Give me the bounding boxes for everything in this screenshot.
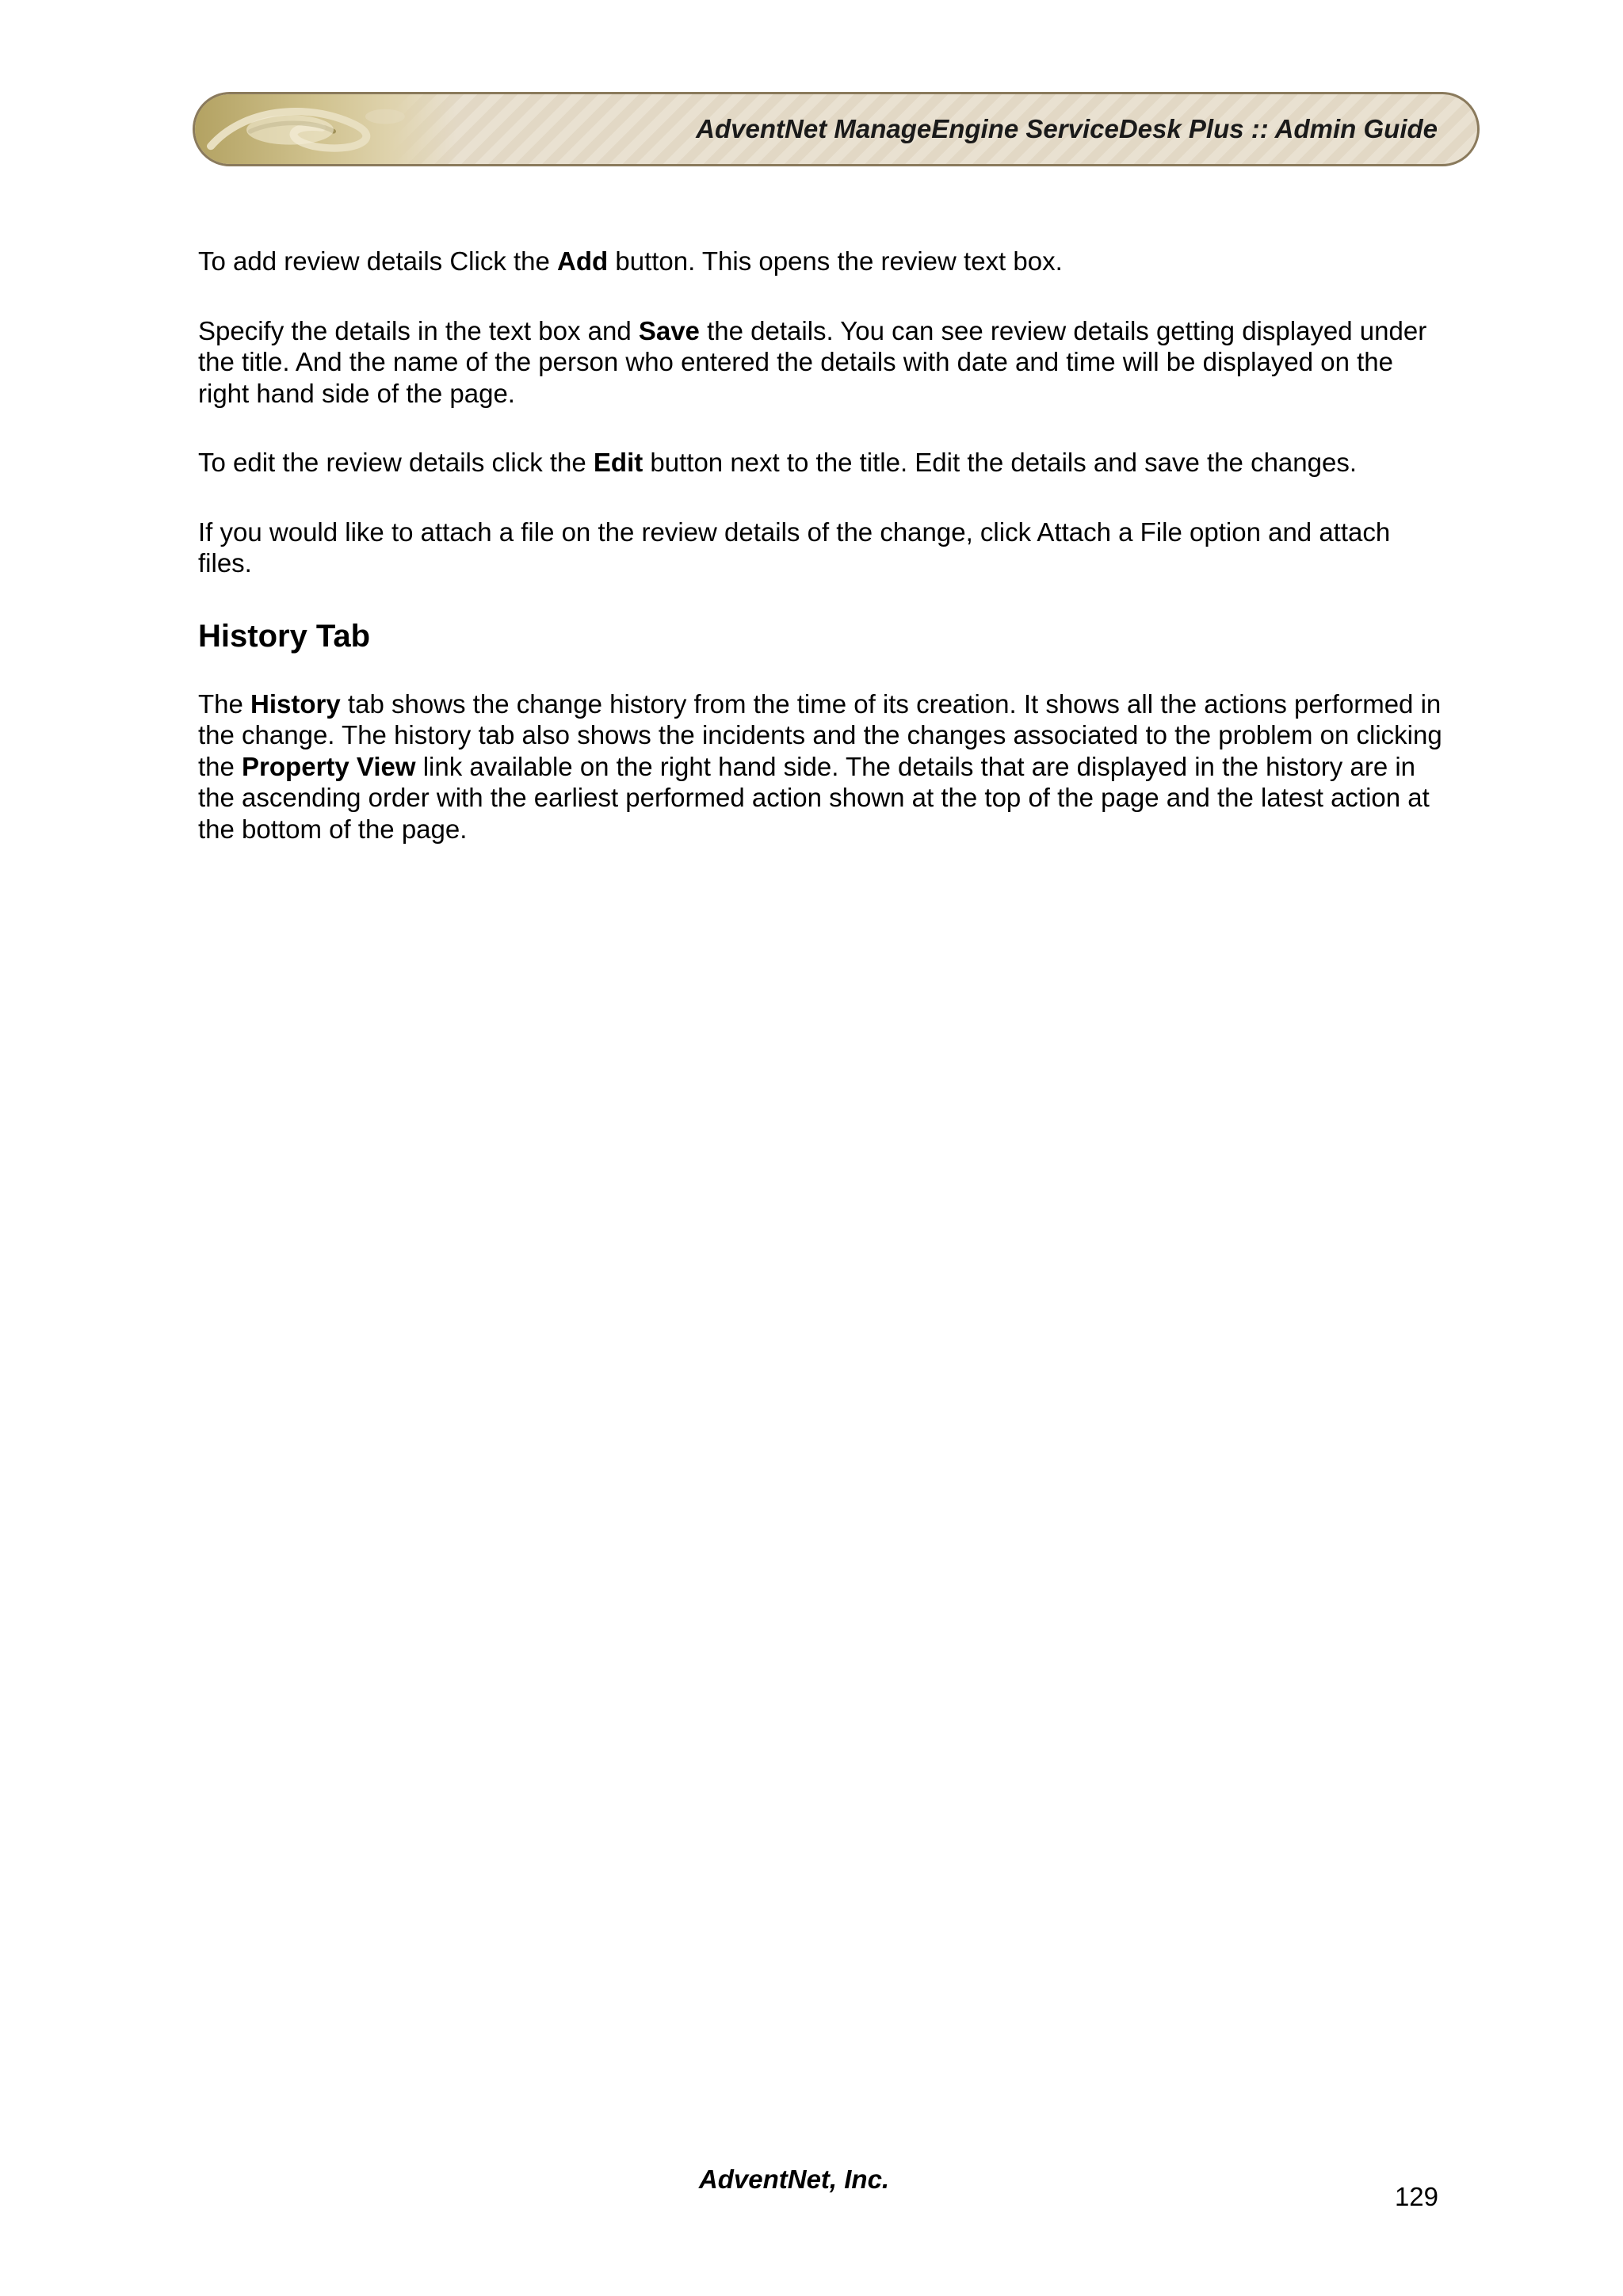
paragraph-add-review xyxy=(198,246,1442,277)
header-decoration xyxy=(195,94,456,164)
text: To edit the review details click the xyxy=(198,448,594,477)
text: tab shows the change history from the time of its creation. It shows all the actions performed in the change. The history tab also shows the incidents and the changes associated to the problem on clicking the xyxy=(198,688,1442,781)
bold-term: Save xyxy=(638,315,700,345)
paragraph-history-tab xyxy=(198,688,1442,845)
paragraph-save-review xyxy=(198,315,1442,410)
paragraph-edit-review xyxy=(198,447,1442,479)
section-heading: History Tab xyxy=(198,618,371,654)
text: button next to the title. Edit the details and save the changes. xyxy=(643,448,1357,477)
decorative-swirl-icon xyxy=(195,94,456,164)
text: If you would like to attach a file on the review details of the change, click Attach a File option and attach files. xyxy=(198,517,1391,578)
text: Specify the details in the text box and xyxy=(198,315,639,345)
header-banner xyxy=(193,92,1480,166)
text: button. This opens the review text box. xyxy=(608,246,1063,276)
header-title: AdventNet ManageEngine ServiceDesk Plus :: Admin Guide xyxy=(696,114,1438,143)
document-body xyxy=(198,246,1442,883)
bold-term: History xyxy=(250,688,341,719)
paragraph-attach-file xyxy=(198,517,1442,579)
text: To add review details Click the xyxy=(198,246,558,276)
bold-term: Property View xyxy=(242,751,416,781)
bold-term: Add xyxy=(557,246,609,276)
page-number: 129 xyxy=(1394,2182,1438,2211)
text: The xyxy=(198,688,251,719)
bold-term: Edit xyxy=(593,448,643,477)
footer-company: AdventNet, Inc. xyxy=(698,2164,890,2194)
text: the details. You can see review details getting displayed under the title. And the name of the person who entered the details with date and time will be displayed on the right hand side of the page. xyxy=(198,315,1427,408)
text: link available on the right hand side. The details that are displayed in the history are in the ascending order with the earliest performed action shown at the top of the page and the latest action at the bottom of the page. xyxy=(198,751,1430,844)
